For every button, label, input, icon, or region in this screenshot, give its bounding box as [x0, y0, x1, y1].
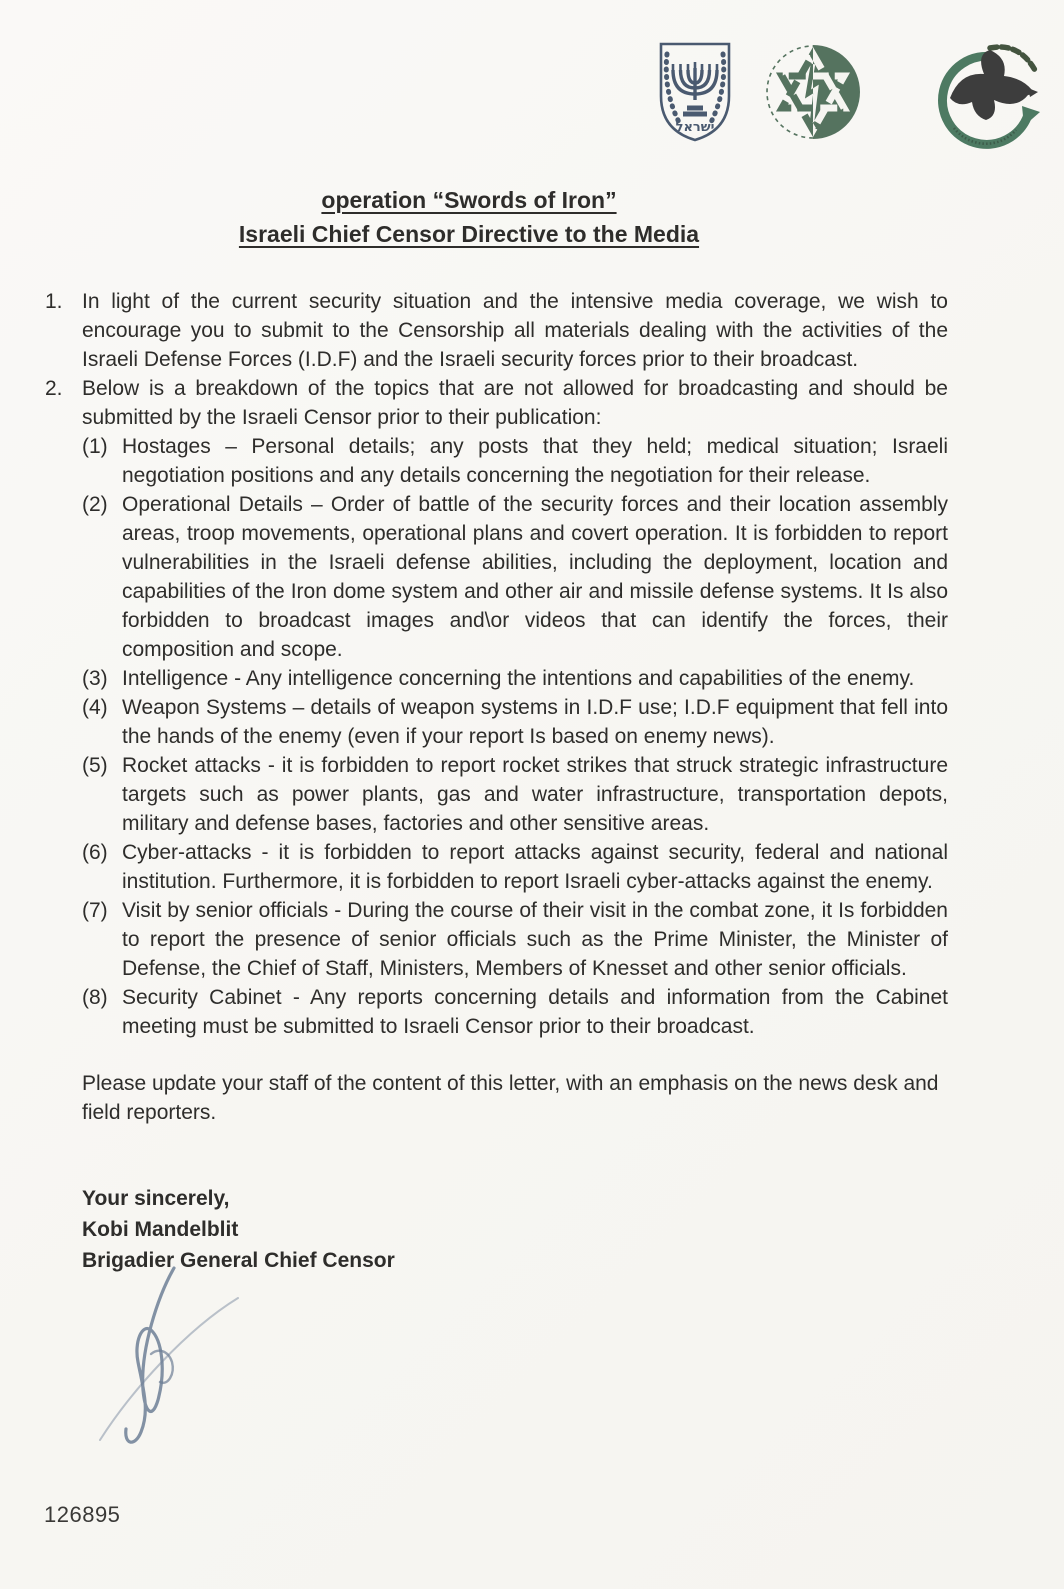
subitem-senior-officials: [82, 896, 948, 983]
subitem-8-marker: (8): [82, 986, 108, 1009]
title-line-1: operation “Swords of Iron”: [321, 187, 617, 213]
subitem-weapon-systems: [82, 693, 948, 751]
signature-name: Kobi Mandelblit: [82, 1218, 239, 1241]
list-item-1: [45, 287, 948, 374]
subitem-3-text: Intelligence - Any intelligence concerning the intentions and capabilities of the enemy.: [122, 667, 915, 690]
subitem-6-marker: (6): [82, 841, 108, 864]
subitem-3-marker: (3): [82, 667, 108, 690]
subitem-rocket-attacks: [82, 751, 948, 838]
item-1-marker: 1.: [45, 290, 63, 313]
subitem-8-text: Security Cabinet - Any reports concerning details and information from the Cabinet meeting must be submitted to Israeli Censor prior to their broadcast.: [122, 986, 948, 1038]
signature-salutation: Your sincerely,: [82, 1187, 230, 1210]
subitem-1-marker: (1): [82, 435, 108, 458]
israel-state-emblem-icon: [645, 38, 745, 144]
subitem-intelligence: [82, 664, 948, 693]
subitem-2-marker: (2): [82, 493, 108, 516]
subitem-7-text: Visit by senior officials - During the course of their visit in the combat zone, it Is forbidden to report the presence of senior officials such as the Prime Minister, the Minister of Defense, the Chief of Staff, Ministers, Members of Knesset and other senior officials.: [122, 899, 948, 980]
subitem-2-text: Operational Details – Order of battle of the security forces and their location assembly areas, troop movements, operational plans and covert operation. It is forbidden to report vulnerabilities in the Israeli defense abilities, including the deployment, location and capabilities of the Iron dome system and other air and missile defense systems. It Is also forbidden to broadcast images and\or videos that can identify the forces, their composition and scope.: [122, 493, 948, 661]
subitem-operational-details: [82, 490, 948, 664]
subitem-4-marker: (4): [82, 696, 108, 719]
signature-title: Brigadier General Chief Censor: [82, 1249, 395, 1272]
svg-text:ישראל: ישראל: [675, 120, 715, 135]
letter-title: [45, 183, 893, 251]
idf-emblem-icon: [763, 42, 863, 142]
closing-paragraph: Please update your staff of the content of this letter, with an emphasis on the news desk and field reporters.: [82, 1072, 939, 1124]
subitem-cyber-attacks: [82, 838, 948, 896]
subitem-hostages: [82, 432, 948, 490]
military-censor-dove-emblem-icon: [928, 32, 1046, 156]
item-2-marker: 2.: [45, 377, 63, 400]
letter-content: [45, 183, 948, 1276]
subitem-security-cabinet: [82, 983, 948, 1041]
signature-block: [82, 1183, 948, 1276]
subitem-6-text: Cyber-attacks - it is forbidden to report attacks against security, federal and national institution. Furthermore, it is forbidden to report Israeli cyber-attacks against the enemy.: [122, 841, 948, 893]
subitem-5-text: Rocket attacks - it is forbidden to report rocket strikes that struck strategic infrastructure targets such as power plants, gas and water infrastructure, transportation depots, military and defense bases, factories and other sensitive areas.: [122, 754, 948, 835]
title-line-2: Israeli Chief Censor Directive to the Media: [238, 221, 700, 247]
item-2-text: Below is a breakdown of the topics that are not allowed for broadcasting and should be submitted by the Israeli Censor prior to their publication:: [82, 377, 948, 429]
document-number: 126895: [44, 1502, 121, 1527]
subitem-7-marker: (7): [82, 899, 108, 922]
subitem-1-text: Hostages – Personal details; any posts that they held; medical situation; Israeli negotiation positions and any details concerning the negotiation for their release.: [122, 435, 948, 487]
item-1-text: In light of the current security situation and the intensive media coverage, we wish to encourage you to submit to the Censorship all materials dealing with the activities of the Israeli Defense Forces (I.D.F) and the Israeli security forces prior to their broadcast.: [82, 290, 948, 371]
subitem-5-marker: (5): [82, 754, 108, 777]
directive-list: [45, 287, 948, 1041]
handwritten-signature: [88, 1258, 258, 1453]
subitem-4-text: Weapon Systems – details of weapon systems in I.D.F use; I.D.F equipment that fell into the hands of the enemy (even if your report Is based on enemy news).: [122, 696, 948, 748]
list-item-2: [45, 374, 948, 432]
